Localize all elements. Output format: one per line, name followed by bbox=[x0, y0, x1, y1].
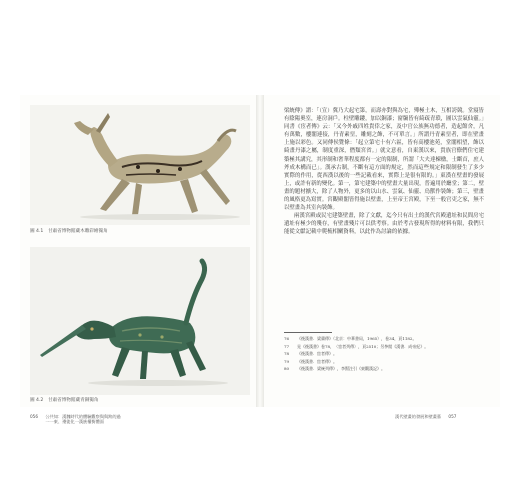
body-paragraph-1: 梁統傳》謂：「（宣）冀乃大起宅第，而壽亦對與為宅，殫極土木，互相誇競。堂寢皆有陰陽奧室，連房洞戶。柱壁雕鏤，加以銅漆；窗牖皆有綺疏青瑣，圖以雲氣仙靈。」同書《宦者傳》云：「又今外戚四姓貴倖之家，及中官公族無功德者，造起館舍，凡有萬數，樓閣連接，丹青素堊，雕刻之飾，不可單言。」所謂丹青素堊者，即在壁畫上施以彩色。又同傳侯覽條：「起立第宅十有六區，皆有高樓池苑，堂閣相望，飾以綺畫丹漆之屬，制度重深，僭類宮省。」就文意看，自東漢以來，貴族官僚們住宅建築極其講究，其形制和奢華程度都有一定的限制，所謂「大夫達棟楹，士斷首，庶人斧成木構而已」。漢承古制，不斷有這方面的規定，然而這些規定和限制發生了多少實際的作用，從西漢以後的一些記載看來，實際上是很有限的。」東漢在壁畫的發展上，或許有新的變化。第一，第宅建築中的壁畫大量出現，普遍用於廳堂；第二，壁畫的題材擴大，除了人物外，更多的以山水、雲氣、仙靈、鳥獸作裝飾；第三，壁畫的風格更為寫實。宮觀殿閣皆得施以壁畫，上至帝王宮殿，下至一般官吏之家，無不以壁畫為其室內裝飾。 bbox=[284, 108, 484, 212]
body-paragraph-2: 兩漢宮殿或民宅建築壁畫，除了文獻，迄今只有出土的漢代宮殿遺址和民間房宅遺址有極少的殘存，有壁畫殘片可以供考察。由於考古發現所得的材料有限，我們只能從文獻記載中爬梳相關資料，以此作為討論的依據。 bbox=[284, 213, 484, 236]
left-page-number: 056 bbox=[30, 414, 38, 419]
left-running-head-line-1: 公共知：漢魏時代的體驗觀察與與跨的過 bbox=[45, 414, 121, 419]
figure-1-caption: 圖 4.1 甘肅省博物館藏木雕彩繪獨角 bbox=[30, 229, 108, 234]
right-running-head: 漢代壁畫的發展和壁畫墓 bbox=[395, 414, 442, 419]
left-running-head bbox=[45, 414, 120, 424]
right-folio bbox=[395, 414, 456, 420]
footnote-text: 見《後漢書》卷78，〈宦者列傳〉，頁2510；另參閱《漢書．成帝紀》。 bbox=[297, 343, 429, 349]
footnote-number: 77 bbox=[284, 343, 290, 349]
left-folio bbox=[30, 414, 121, 424]
right-page-number: 057 bbox=[448, 414, 457, 419]
footnote-76 bbox=[284, 335, 484, 343]
bronze-horse-shaped-lamp-photo bbox=[30, 105, 250, 225]
figure-1-photo bbox=[30, 105, 250, 225]
footnote-78 bbox=[284, 350, 484, 358]
body-text bbox=[284, 107, 484, 237]
footnote-number: 79 bbox=[284, 358, 290, 364]
footnote-text: 《後漢書．宦者傳》。 bbox=[297, 351, 337, 357]
figure-2-caption: 圖 4.2 甘肅省博物館藏青銅獨角 bbox=[30, 398, 99, 403]
footnote-number: 80 bbox=[284, 366, 290, 372]
footnote-rule bbox=[284, 332, 332, 333]
footnote-text: 《後漢書．梁統列傳》，李賢注引《東觀漢記》。 bbox=[297, 366, 385, 372]
footnote-number: 78 bbox=[284, 351, 290, 357]
footnote-80 bbox=[284, 365, 484, 373]
book-gutter bbox=[256, 95, 264, 407]
footnotes bbox=[284, 335, 484, 373]
footnote-number: 76 bbox=[284, 336, 290, 341]
footnote-79 bbox=[284, 358, 484, 366]
bronze-unicorn-statue-photo bbox=[30, 247, 250, 395]
footnote-text: 《後漢書．宦者傳》。 bbox=[297, 358, 337, 364]
footnote-77 bbox=[284, 343, 484, 351]
figure-2-photo bbox=[30, 247, 250, 395]
footnote-text: 《後漢書．梁冀傳》（北京：中華書局，1965），卷34，頁1182。 bbox=[297, 336, 417, 341]
left-running-head-line-2: 一一東、遷徙化一漢族權衡體面 bbox=[45, 419, 104, 425]
